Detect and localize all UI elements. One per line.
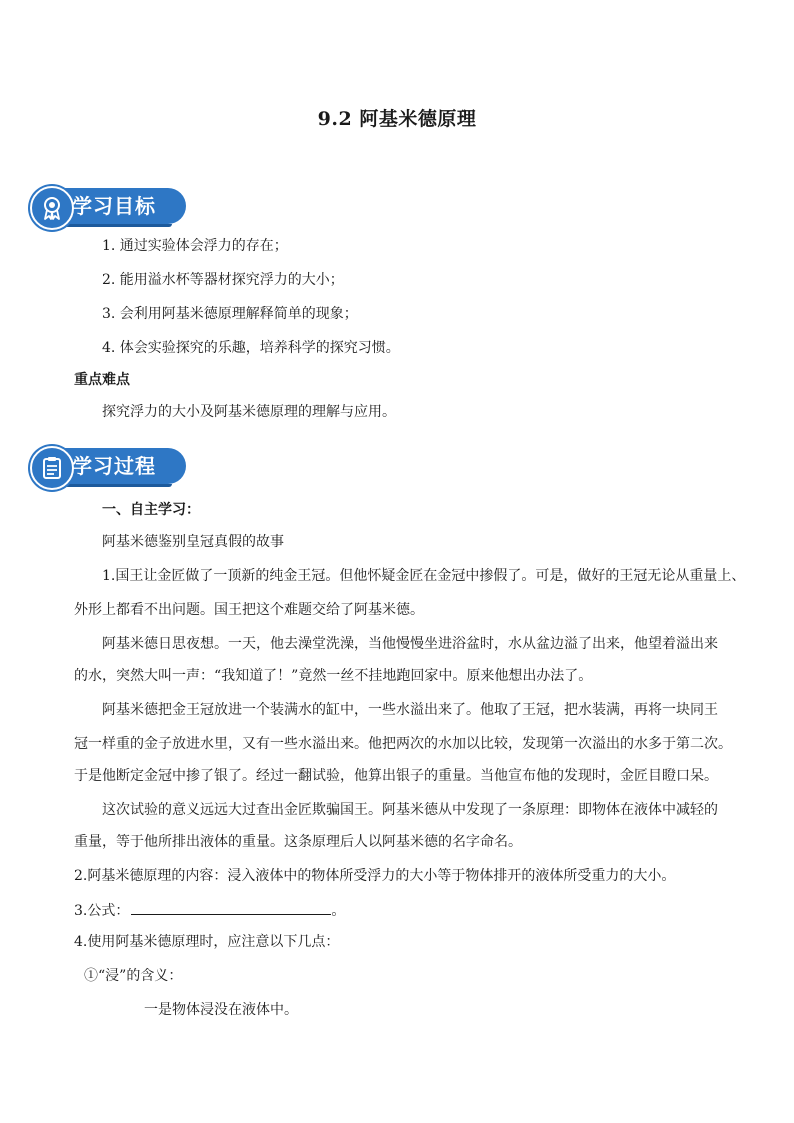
self-study-heading: 一、自主学习： [102, 502, 200, 518]
sub-item: ①“浸”的含义： [84, 968, 183, 984]
principle-statement: 2.阿基米德原理的内容：浸入液体中的物体所受浮力的大小等于物体排开的液体所受重力的大小。 [74, 868, 676, 884]
notes-heading: 4.使用阿基米德原理时，应注意以下几点： [74, 934, 340, 950]
story-title: 阿基米德鉴别皇冠真假的故事 [102, 534, 284, 550]
goal-item: 4. 体会实验探究的乐趣，培养科学的探究习惯。 [102, 340, 400, 356]
award-ribbon-icon [30, 186, 74, 230]
formula-label: 3.公式： [74, 903, 130, 919]
clipboard-checklist-icon [30, 446, 74, 490]
paragraph-line: 重量，等于他所排出液体的重量。这条原理后人以阿基米德的名字命名。 [74, 834, 522, 850]
key-points-text: 探究浮力的大小及阿基米德原理的理解与应用。 [102, 404, 396, 420]
section-label-process: 学习过程 [72, 454, 156, 478]
paragraph-line: 外形上都看不出问题。国王把这个难题交给了阿基米德。 [74, 602, 424, 618]
paragraph-line: 阿基米德把金王冠放进一个装满水的缸中，一些水溢出来了。他取了王冠，把水装满，再将一块同王 [102, 702, 718, 718]
formula-blank[interactable] [131, 900, 331, 915]
goal-item: 1. 通过实验体会浮力的存在； [102, 238, 288, 254]
page-title: 9.2 阿基米德原理 [317, 108, 477, 130]
section-banner-process [30, 446, 186, 490]
formula-line [74, 900, 345, 921]
key-points-heading: 重点难点 [74, 372, 130, 388]
goal-item: 2. 能用溢水杯等器材探究浮力的大小； [102, 272, 344, 288]
paragraph-line: 冠一样重的金子放进水里，又有一些水溢出来。他把两次的水加以比较，发现第一次溢出的水多于第二次。 [74, 736, 732, 752]
paragraph-line: 于是他断定金冠中掺了银了。经过一翻试验，他算出银子的重量。当他宣布他的发现时，金匠目瞪口呆。 [74, 768, 718, 784]
paragraph-line: 的水，突然大叫一声：“我知道了！”竟然一丝不挂地跑回家中。原来他想出办法了。 [74, 668, 593, 684]
paragraph-line: 1.国王让金匠做了一顶新的纯金王冠。但他怀疑金匠在金冠中掺假了。可是，做好的王冠无论从重量上、 [102, 568, 746, 584]
section-label-goals: 学习目标 [72, 194, 156, 218]
goal-item: 3. 会利用阿基米德原理解释简单的现象； [102, 306, 358, 322]
section-banner-goals [30, 186, 186, 230]
paragraph-line: 这次试验的意义远远大过查出金匠欺骗国王。阿基米德从中发现了一条原理：即物体在液体中减轻的 [102, 802, 718, 818]
paragraph-line: 阿基米德日思夜想。一天，他去澡堂洗澡，当他慢慢坐进浴盆时，水从盆边溢了出来，他望着溢出来 [102, 636, 718, 652]
formula-end: 。 [331, 903, 346, 919]
sub-item-detail: 一是物体浸没在液体中。 [144, 1002, 298, 1018]
